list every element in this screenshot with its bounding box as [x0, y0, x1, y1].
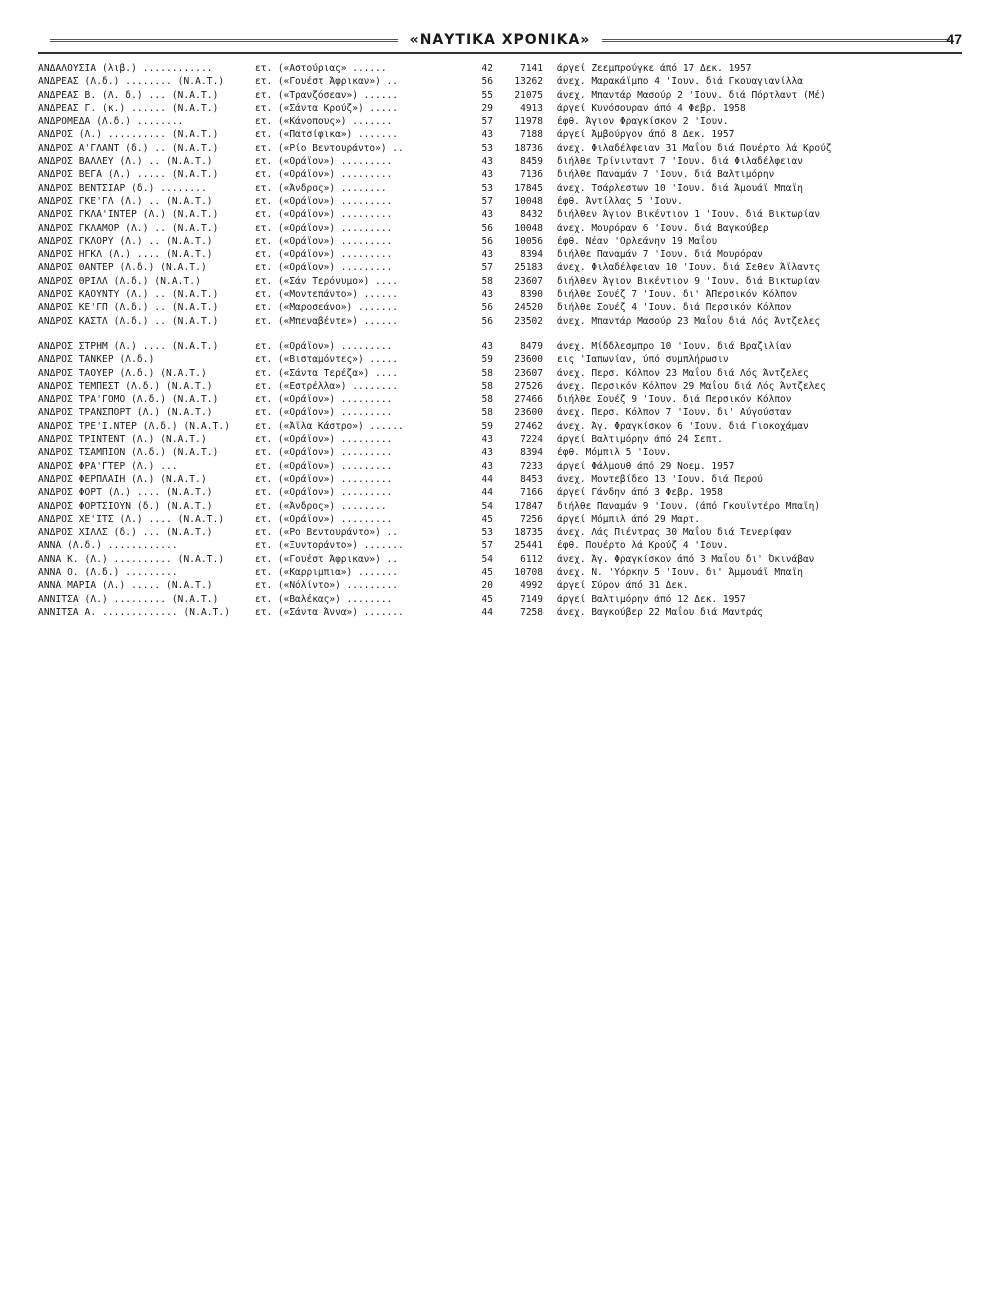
register-row: [38, 75, 962, 88]
tonnage: 27462: [514, 420, 543, 432]
built-year: 57: [481, 116, 493, 128]
register-row: [38, 248, 962, 261]
owner-line: ετ. («Ρο Βεντουράντο») ..: [255, 527, 398, 539]
built-year: 59: [481, 354, 493, 366]
register-row: [38, 195, 962, 208]
page-number: 47: [946, 31, 962, 47]
ship-name: ΑΝΔΡΟΣ ΓΚΕ'ΓΛ (Λ.) .. (Ν.Α.Τ.): [38, 195, 213, 207]
register-row: [38, 142, 962, 155]
tonnage: 8459: [520, 156, 543, 168]
tonnage: 17847: [514, 500, 543, 512]
built-year: 58: [481, 275, 493, 287]
ship-name: ΑΝΔΡΟΣ ΒΕΓΑ (Λ.) ..... (Ν.Α.Τ.): [38, 169, 219, 181]
ship-name: ΑΝΝΑ Ο. (Λ.δ.) .........: [38, 566, 178, 578]
status-note: διήλθε Τρίνινταντ 7 'Ιουν. διά Φιλαδέλφειαν: [557, 156, 803, 168]
tonnage: 7224: [520, 434, 543, 446]
built-year: 45: [481, 593, 493, 605]
register-row: [38, 275, 962, 288]
register-row: [38, 367, 962, 380]
built-year: 42: [481, 63, 493, 74]
ship-name: ΑΝΔΡΟΣ ΤΡΑΝΣΠΟΡΤ (Λ.) (Ν.Α.Τ.): [38, 407, 213, 419]
status-note: άνεχ. Μπαντάρ Μασούρ 2 'Ιουν. διά Πόρτλαντ (Μέ): [557, 89, 826, 101]
tonnage: 10048: [514, 222, 543, 234]
register-row: [38, 168, 962, 181]
built-year: 56: [481, 302, 493, 314]
owner-line: ετ. («Οράϊον») .........: [255, 460, 393, 472]
built-year: 58: [481, 380, 493, 392]
ship-name: ΑΝΔΑΛΟΥΣΙΑ (λιβ.) ............: [38, 63, 213, 74]
tonnage: 18735: [514, 527, 543, 539]
ship-name: ΑΝΔΡΕΑΣ Β. (Λ. δ.) ... (Ν.Α.Τ.): [38, 89, 219, 101]
status-note: διήλθε Παναμάν 9 'Ιουν. (άπό Γκουϊντέρο Μπαϊη): [557, 500, 821, 512]
ship-name: ΑΝΝΑ ΜΑΡΙΑ (Λ.) ..... (Ν.Α.Τ.): [38, 580, 213, 592]
built-year: 53: [481, 527, 493, 539]
tonnage: 7166: [520, 487, 543, 499]
owner-line: ετ. («Ρίο Βεντουράντο») ..: [255, 142, 404, 154]
ship-name: ΑΝΔΡΟΣ ΧΕ'ΙΤΣ (Λ.) .... (Ν.Α.Τ.): [38, 513, 225, 525]
ship-name: ΑΝΝΙΤΣΑ Α. ............. (Ν.Α.Τ.): [38, 606, 231, 618]
status-note: έφθ. Άντίλλας 5 'Ιουν.: [557, 195, 683, 207]
ship-name: ΑΝΝΙΤΣΑ (Λ.) ......... (Ν.Α.Τ.): [38, 593, 219, 605]
tonnage: 25441: [514, 540, 543, 552]
built-year: 58: [481, 367, 493, 379]
owner-line: ετ. («Γουέστ Άφρικαν») ..: [255, 76, 398, 88]
register-row: [38, 460, 962, 473]
tonnage: 8394: [520, 447, 543, 459]
owner-line: ετ. («Οράϊον») .........: [255, 222, 393, 234]
owner-line: ετ. («Βαλέκας») ........: [255, 593, 393, 605]
ship-name: ΑΝΔΡΟΣ ΦΟΡΤ (Λ.) .... (Ν.Α.Τ.): [38, 487, 213, 499]
owner-line: ετ. («Γουέστ Άφρικαν») ..: [255, 553, 398, 565]
status-note: διήλθε Σουέζ 7 'Ιουν. δι' ΆΠερσικόν Κόλπον: [557, 289, 798, 301]
register-row: [38, 380, 962, 393]
owner-line: ετ. («Οράϊον») .........: [255, 447, 393, 459]
status-note: άργεί Κυνόσουραν άπό 4 Φεβρ. 1958: [557, 102, 746, 114]
owner-line: ετ. («Οράϊον») .........: [255, 407, 393, 419]
built-year: 43: [481, 129, 493, 141]
built-year: 44: [481, 473, 493, 485]
owner-line: ετ. («Οράϊον») .........: [255, 169, 393, 181]
owner-line: ετ. («Οράϊον») .........: [255, 394, 393, 406]
built-year: 54: [481, 553, 493, 565]
owner-line: ετ. («Σάντα Άννα») .......: [255, 606, 404, 618]
register-row: [38, 235, 962, 248]
status-note: έφθ. Νέαν 'Ορλεάνην 19 Μαΐου: [557, 235, 718, 247]
register-row: [38, 62, 962, 75]
owner-line: ετ. («Οράϊον») .........: [255, 156, 393, 168]
owner-line: ετ. («Αστούριας» ......: [255, 63, 387, 74]
built-year: 43: [481, 340, 493, 352]
tonnage: 27466: [514, 394, 543, 406]
owner-line: ετ. («Κάνοπους») .......: [255, 116, 393, 128]
ship-name: ΑΝΔΡΟΣ ΒΑΛΛΕΥ (Λ.) .. (Ν.Α.Τ.): [38, 156, 213, 168]
built-year: 43: [481, 156, 493, 168]
register-row: [38, 553, 962, 566]
status-note: έφθ. Άγιον Φραγκίσκον 2 'Ιουν.: [557, 116, 729, 128]
built-year: 58: [481, 394, 493, 406]
register-row: [38, 393, 962, 406]
ship-name: ΑΝΔΡΟΣ ΒΕΝΤΣΙΑΡ (δ.) ........: [38, 182, 207, 194]
owner-line: ετ. («Οράϊον») .........: [255, 487, 393, 499]
built-year: 43: [481, 460, 493, 472]
status-note: διήλθεν Άγιον Βικέντιον 9 'Ιουν. διά Βικτωρίαν: [557, 275, 821, 287]
register-section-2: [38, 340, 962, 619]
owner-line: ετ. («Νόλίντο») .........: [255, 580, 398, 592]
register-row: [38, 208, 962, 221]
status-note: άνεχ. Ν. 'Υόρκην 5 'Ιουν. δι' Άμμουάϊ Μπαϊη: [557, 566, 803, 578]
register-row: [38, 288, 962, 301]
ship-name: ΑΝΔΡΟΣ ΤΡΕ'Ι.ΝΤΕΡ (Λ.δ.) (Ν.Α.Τ.): [38, 420, 231, 432]
section-gap: [38, 328, 962, 340]
tonnage: 10048: [514, 195, 543, 207]
register-row: [38, 566, 962, 579]
tonnage: 23600: [514, 354, 543, 366]
status-note: άργεί Ζεεμπρούγκε άπό 17 Δεκ. 1957: [557, 63, 752, 74]
ship-name: ΑΝΔΡΟΜΕΔΑ (Λ.δ.) ........: [38, 116, 184, 128]
tonnage: 7258: [520, 606, 543, 618]
status-note: διήλθε Παναμάν 7 'Ιουν. διά Μουρόραν: [557, 249, 763, 261]
status-note: άνεχ. Μουρόραν 6 'Ιουν. διά Βαγκούβερ: [557, 222, 769, 234]
tonnage: 6112: [520, 553, 543, 565]
status-note: άνεχ. Λάς Πιέντρας 30 Μαΐου διά Τενερίφαν: [557, 527, 792, 539]
status-note: άργεί Μόμπιλ άπό 29 Μαρτ.: [557, 513, 700, 525]
owner-line: ετ. («Άνδρος») ........: [255, 500, 387, 512]
register-section-1: [38, 62, 962, 328]
tonnage: 10708: [514, 566, 543, 578]
ship-name: ΑΝΝΑ Κ. (Λ.) .......... (Ν.Α.Τ.): [38, 553, 225, 565]
owner-line: ετ. («Οράϊον») .........: [255, 195, 393, 207]
ship-name: ΑΝΔΡΟΣ ΦΕΡΠΛΑΙΗ (Λ.) (Ν.Α.Τ.): [38, 473, 207, 485]
ship-name: ΑΝΔΡΟΣ ΘΑΝΤΕΡ (Λ.δ.) (Ν.Α.Τ.): [38, 262, 207, 274]
status-note: άνεχ. Βαγκούβερ 22 Μαΐου διά Μαντράς: [557, 606, 763, 618]
built-year: 55: [481, 89, 493, 101]
status-note: άνεχ. Μίδδλεσμπρο 10 'Ιουν. διά Βραζιλίαν: [557, 340, 792, 352]
status-note: άνεχ. Άγ. Φραγκίσκον άπό 3 Μαΐου δι' Όκινάβαν: [557, 553, 815, 565]
tonnage: 7149: [520, 593, 543, 605]
built-year: 45: [481, 566, 493, 578]
owner-line: ετ. («Μπεναβέντε») ......: [255, 315, 398, 327]
register-row: [38, 301, 962, 314]
built-year: 57: [481, 540, 493, 552]
tonnage: 7256: [520, 513, 543, 525]
ship-name: ΑΝΝΑ (Λ.δ.) ............: [38, 540, 178, 552]
built-year: 20: [481, 580, 493, 592]
tonnage: 11978: [514, 116, 543, 128]
register-row: [38, 315, 962, 328]
register-row: [38, 222, 962, 235]
tonnage: 7141: [520, 63, 543, 74]
tonnage: 21075: [514, 89, 543, 101]
status-note: έφθ. Μόμπιλ 5 'Ιουν.: [557, 447, 672, 459]
built-year: 44: [481, 606, 493, 618]
ship-name: ΑΝΔΡΟΣ ΧΙΛΛΣ (δ.) ... (Ν.Α.Τ.): [38, 527, 213, 539]
tonnage: 7188: [520, 129, 543, 141]
status-note: άνεχ. Μοντεβίδεο 13 'Ιουν. διά Περού: [557, 473, 763, 485]
built-year: 53: [481, 182, 493, 194]
built-year: 43: [481, 209, 493, 221]
built-year: 45: [481, 513, 493, 525]
register-row: [38, 526, 962, 539]
owner-line: ετ. («Σάν Τερόνυμο») ....: [255, 275, 398, 287]
ship-name: ΑΝΔΡΟΣ ΓΚΛΟΡΥ (Λ.) .. (Ν.Α.Τ.): [38, 235, 213, 247]
ship-name: ΑΝΔΡΟΣ ΓΚΛΑΜΟΡ (Λ.) .. (Ν.Α.Τ.): [38, 222, 219, 234]
owner-line: ετ. («Άνδρος») ........: [255, 182, 387, 194]
status-note: άνεχ. Φιλαδέλφειαν 10 'Ιουν. διά Σεθεν Άϊλαντς: [557, 262, 821, 274]
tonnage: 10056: [514, 235, 543, 247]
tonnage: 7233: [520, 460, 543, 472]
built-year: 44: [481, 487, 493, 499]
owner-line: ετ. («Οράϊον») .........: [255, 235, 393, 247]
ship-name: ΑΝΔΡΕΑΣ (Λ.δ.) ........ (Ν.Α.Τ.): [38, 76, 225, 88]
register-row: [38, 406, 962, 419]
ship-name: ΑΝΔΡΟΣ ΗΓΚΛ (Λ.) .... (Ν.Α.Τ.): [38, 249, 213, 261]
status-note: άνεχ. Άγ. Φραγκίσκον 6 'Ιουν. διά Γιοκοχάμαν: [557, 420, 809, 432]
ship-name: ΑΝΔΡΟΣ (Λ.) .......... (Ν.Α.Τ.): [38, 129, 219, 141]
built-year: 59: [481, 420, 493, 432]
register-row: [38, 486, 962, 499]
status-note: άργεί Φάλμουθ άπό 29 Νοεμ. 1957: [557, 460, 735, 472]
built-year: 56: [481, 76, 493, 88]
status-note: άνεχ. Μαρακάϊμπο 4 'Ιουν. διά Γκουαγιανίλλα: [557, 76, 803, 88]
register-row: [38, 473, 962, 486]
built-year: 43: [481, 434, 493, 446]
owner-line: ετ. («Μοντεπάντο») ......: [255, 289, 398, 301]
register-row: [38, 340, 962, 353]
owner-line: ετ. («Άϊλα Κάστρο») ......: [255, 420, 404, 432]
ship-name: ΑΝΔΡΟΣ ΣΤΡΗΜ (Λ.) .... (Ν.Α.Τ.): [38, 340, 219, 352]
built-year: 57: [481, 195, 493, 207]
ship-name: ΑΝΔΡΟΣ ΤΑΟΥΕΡ (Λ.δ.) (Ν.Α.Τ.): [38, 367, 207, 379]
owner-line: ετ. («Σάντα Κρούζ») .....: [255, 102, 398, 114]
tonnage: 8390: [520, 289, 543, 301]
ship-name: ΑΝΔΡΟΣ ΤΡΙΝΤΕΝΤ (Λ.) (Ν.Α.Τ.): [38, 434, 207, 446]
status-note: εις 'Ιαπωνίαν, ύπό συμπλήρωσιν: [557, 354, 729, 366]
tonnage: 23600: [514, 407, 543, 419]
status-note: άνεχ. Περσ. Κόλπον 23 Μαΐου διά Λός Άντζελες: [557, 367, 809, 379]
built-year: 29: [481, 102, 493, 114]
built-year: 43: [481, 447, 493, 459]
tonnage: 8394: [520, 249, 543, 261]
tonnage: 4913: [520, 102, 543, 114]
ship-name: ΑΝΔΡΟΣ ΦΡΑ'ΓΤΕΡ (Λ.) ...: [38, 460, 178, 472]
ship-name: ΑΝΔΡΟΣ ΚΑΟΥΝΤΥ (Λ.) .. (Ν.Α.Τ.): [38, 289, 219, 301]
ship-name: ΑΝΔΡΟΣ ΤΑΝΚΕΡ (Λ.δ.): [38, 354, 155, 366]
header-rule-left: [50, 39, 398, 42]
status-note: διήλθεν Άγιον Βικέντιον 1 'Ιουν. διά Βικτωρίαν: [557, 209, 821, 221]
ship-name: ΑΝΔΡΟΣ ΚΕ'ΓΠ (Λ.δ.) .. (Ν.Α.Τ.): [38, 302, 219, 314]
built-year: 43: [481, 249, 493, 261]
built-year: 58: [481, 407, 493, 419]
status-note: άνεχ. Περσ. Κόλπον 7 'Ιουν. δι' Αύγούσταν: [557, 407, 792, 419]
register-row: [38, 89, 962, 102]
page-header: [38, 28, 962, 54]
status-note: άργεί Άμβούργον άπό 8 Δεκ. 1957: [557, 129, 735, 141]
owner-line: ετ. («Βισταμόντες») .....: [255, 354, 398, 366]
status-note: άργεί Σύρον άπό 31 Δεκ.: [557, 580, 689, 592]
tonnage: 8432: [520, 209, 543, 221]
owner-line: ετ. («Εστρέλλα») ........: [255, 380, 398, 392]
status-note: άργεί Βαλτιμόρην άπό 12 Δεκ. 1957: [557, 593, 746, 605]
tonnage: 23607: [514, 367, 543, 379]
tonnage: 23607: [514, 275, 543, 287]
tonnage: 17845: [514, 182, 543, 194]
register-row: [38, 155, 962, 168]
tonnage: 23502: [514, 315, 543, 327]
status-note: άνεχ. Μπαντάρ Μασούρ 23 Μαΐου διά Λός Άντζελες: [557, 315, 821, 327]
built-year: 56: [481, 235, 493, 247]
owner-line: ετ. («Οράϊον») .........: [255, 434, 393, 446]
owner-line: ετ. («Πατσίφικα») .......: [255, 129, 398, 141]
ship-name: ΑΝΔΡΟΣ ΤΕΜΠΕΣΤ (Λ.δ.) (Ν.Α.Τ.): [38, 380, 213, 392]
owner-line: ετ. («Οράϊον») .........: [255, 340, 393, 352]
owner-line: ετ. («Οράϊον») .........: [255, 262, 393, 274]
built-year: 53: [481, 142, 493, 154]
ship-name: ΑΝΔΡΕΑΣ Γ. (κ.) ...... (Ν.Α.Τ.): [38, 102, 219, 114]
status-note: διήλθε Σουέζ 9 'Ιουν. διά Περσικόν Κόλπον: [557, 394, 792, 406]
built-year: 56: [481, 315, 493, 327]
header-rule-right: [602, 39, 950, 42]
tonnage: 27526: [514, 380, 543, 392]
owner-line: ετ. («Σάντα Τερέζα») ....: [255, 367, 398, 379]
register-row: [38, 446, 962, 459]
register-row: [38, 353, 962, 366]
ship-name: ΑΝΔΡΟΣ ΦΟΡΤΣΙΟΥΝ (δ.) (Ν.Α.Τ.): [38, 500, 213, 512]
register-row: [38, 606, 962, 619]
built-year: 56: [481, 222, 493, 234]
owner-line: ετ. («Καρριμπια») .......: [255, 566, 398, 578]
status-note: άργεί Βαλτιμόρην άπό 24 Σεπτ.: [557, 434, 723, 446]
owner-line: ετ. («Ξυντοράντο») .......: [255, 540, 404, 552]
owner-line: ετ. («Οράϊον») .........: [255, 473, 393, 485]
register-row: [38, 579, 962, 592]
ship-register: [38, 62, 962, 619]
tonnage: 25183: [514, 262, 543, 274]
owner-line: ετ. («Οράϊον») .........: [255, 249, 393, 261]
tonnage: 24520: [514, 302, 543, 314]
tonnage: 13262: [514, 76, 543, 88]
page: [38, 28, 962, 1268]
register-row: [38, 128, 962, 141]
ship-name: ΑΝΔΡΟΣ ΘΡΙΛΛ (Λ.δ.) (Ν.Α.Τ.): [38, 275, 201, 287]
register-row: [38, 539, 962, 552]
ship-name: ΑΝΔΡΟΣ Α'ΓΛΑΝΤ (δ.) .. (Ν.Α.Τ.): [38, 142, 219, 154]
status-note: έφθ. Πουέρτο λά Κρούζ 4 'Ιουν.: [557, 540, 729, 552]
register-row: [38, 115, 962, 128]
register-row: [38, 513, 962, 526]
status-note: άργεί Γάνδην άπό 3 Φεβρ. 1958: [557, 487, 723, 499]
tonnage: 8479: [520, 340, 543, 352]
register-row: [38, 182, 962, 195]
ship-name: ΑΝΔΡΟΣ ΤΡΑ'ΓΟΜΟ (Λ.δ.) (Ν.Α.Τ.): [38, 394, 219, 406]
owner-line: ετ. («Τρανζόσεαν») ......: [255, 89, 398, 101]
ship-name: ΑΝΔΡΟΣ ΓΚΛΑ'ΙΝΤΕΡ (Λ.) (Ν.Α.Τ.): [38, 209, 219, 221]
built-year: 57: [481, 262, 493, 274]
register-row: [38, 433, 962, 446]
ship-name: ΑΝΔΡΟΣ ΚΑΣΤΛ (Λ.δ.) .. (Ν.Α.Τ.): [38, 315, 219, 327]
built-year: 43: [481, 289, 493, 301]
tonnage: 4992: [520, 580, 543, 592]
register-row: [38, 593, 962, 606]
register-row: [38, 261, 962, 274]
register-row: [38, 102, 962, 115]
status-note: διήλθε Παναμάν 7 'Ιουν. διά Βαλτιμόρην: [557, 169, 775, 181]
register-row: [38, 500, 962, 513]
tonnage: 18736: [514, 142, 543, 154]
status-note: άνεχ. Περσικόν Κόλπον 29 Μαΐου διά Λός Άντζελες: [557, 380, 826, 392]
page-title: «ΝΑΥΤΙΚΑ ΧΡΟΝΙΚΑ»: [409, 32, 591, 48]
owner-line: ετ. («Οράϊον») .........: [255, 513, 393, 525]
status-note: διήλθε Σουέζ 4 'Ιουν. διά Περσικόν Κόλπον: [557, 302, 792, 314]
built-year: 43: [481, 169, 493, 181]
tonnage: 8453: [520, 473, 543, 485]
owner-line: ετ. («Οράϊον») .........: [255, 209, 393, 221]
built-year: 54: [481, 500, 493, 512]
owner-line: ετ. («Μαροσεάνο») .......: [255, 302, 398, 314]
ship-name: ΑΝΔΡΟΣ ΤΣΑΜΠΙΟΝ (Λ.δ.) (Ν.Α.Τ.): [38, 447, 219, 459]
status-note: άνεχ. Φιλαδέλφειαν 31 Μαΐου διά Πουέρτο λά Κρούζ: [557, 142, 832, 154]
register-row: [38, 420, 962, 433]
tonnage: 7136: [520, 169, 543, 181]
status-note: άνεχ. Τσάρλεστων 10 'Ιουν. διά Άμουάϊ Μπαϊη: [557, 182, 803, 194]
